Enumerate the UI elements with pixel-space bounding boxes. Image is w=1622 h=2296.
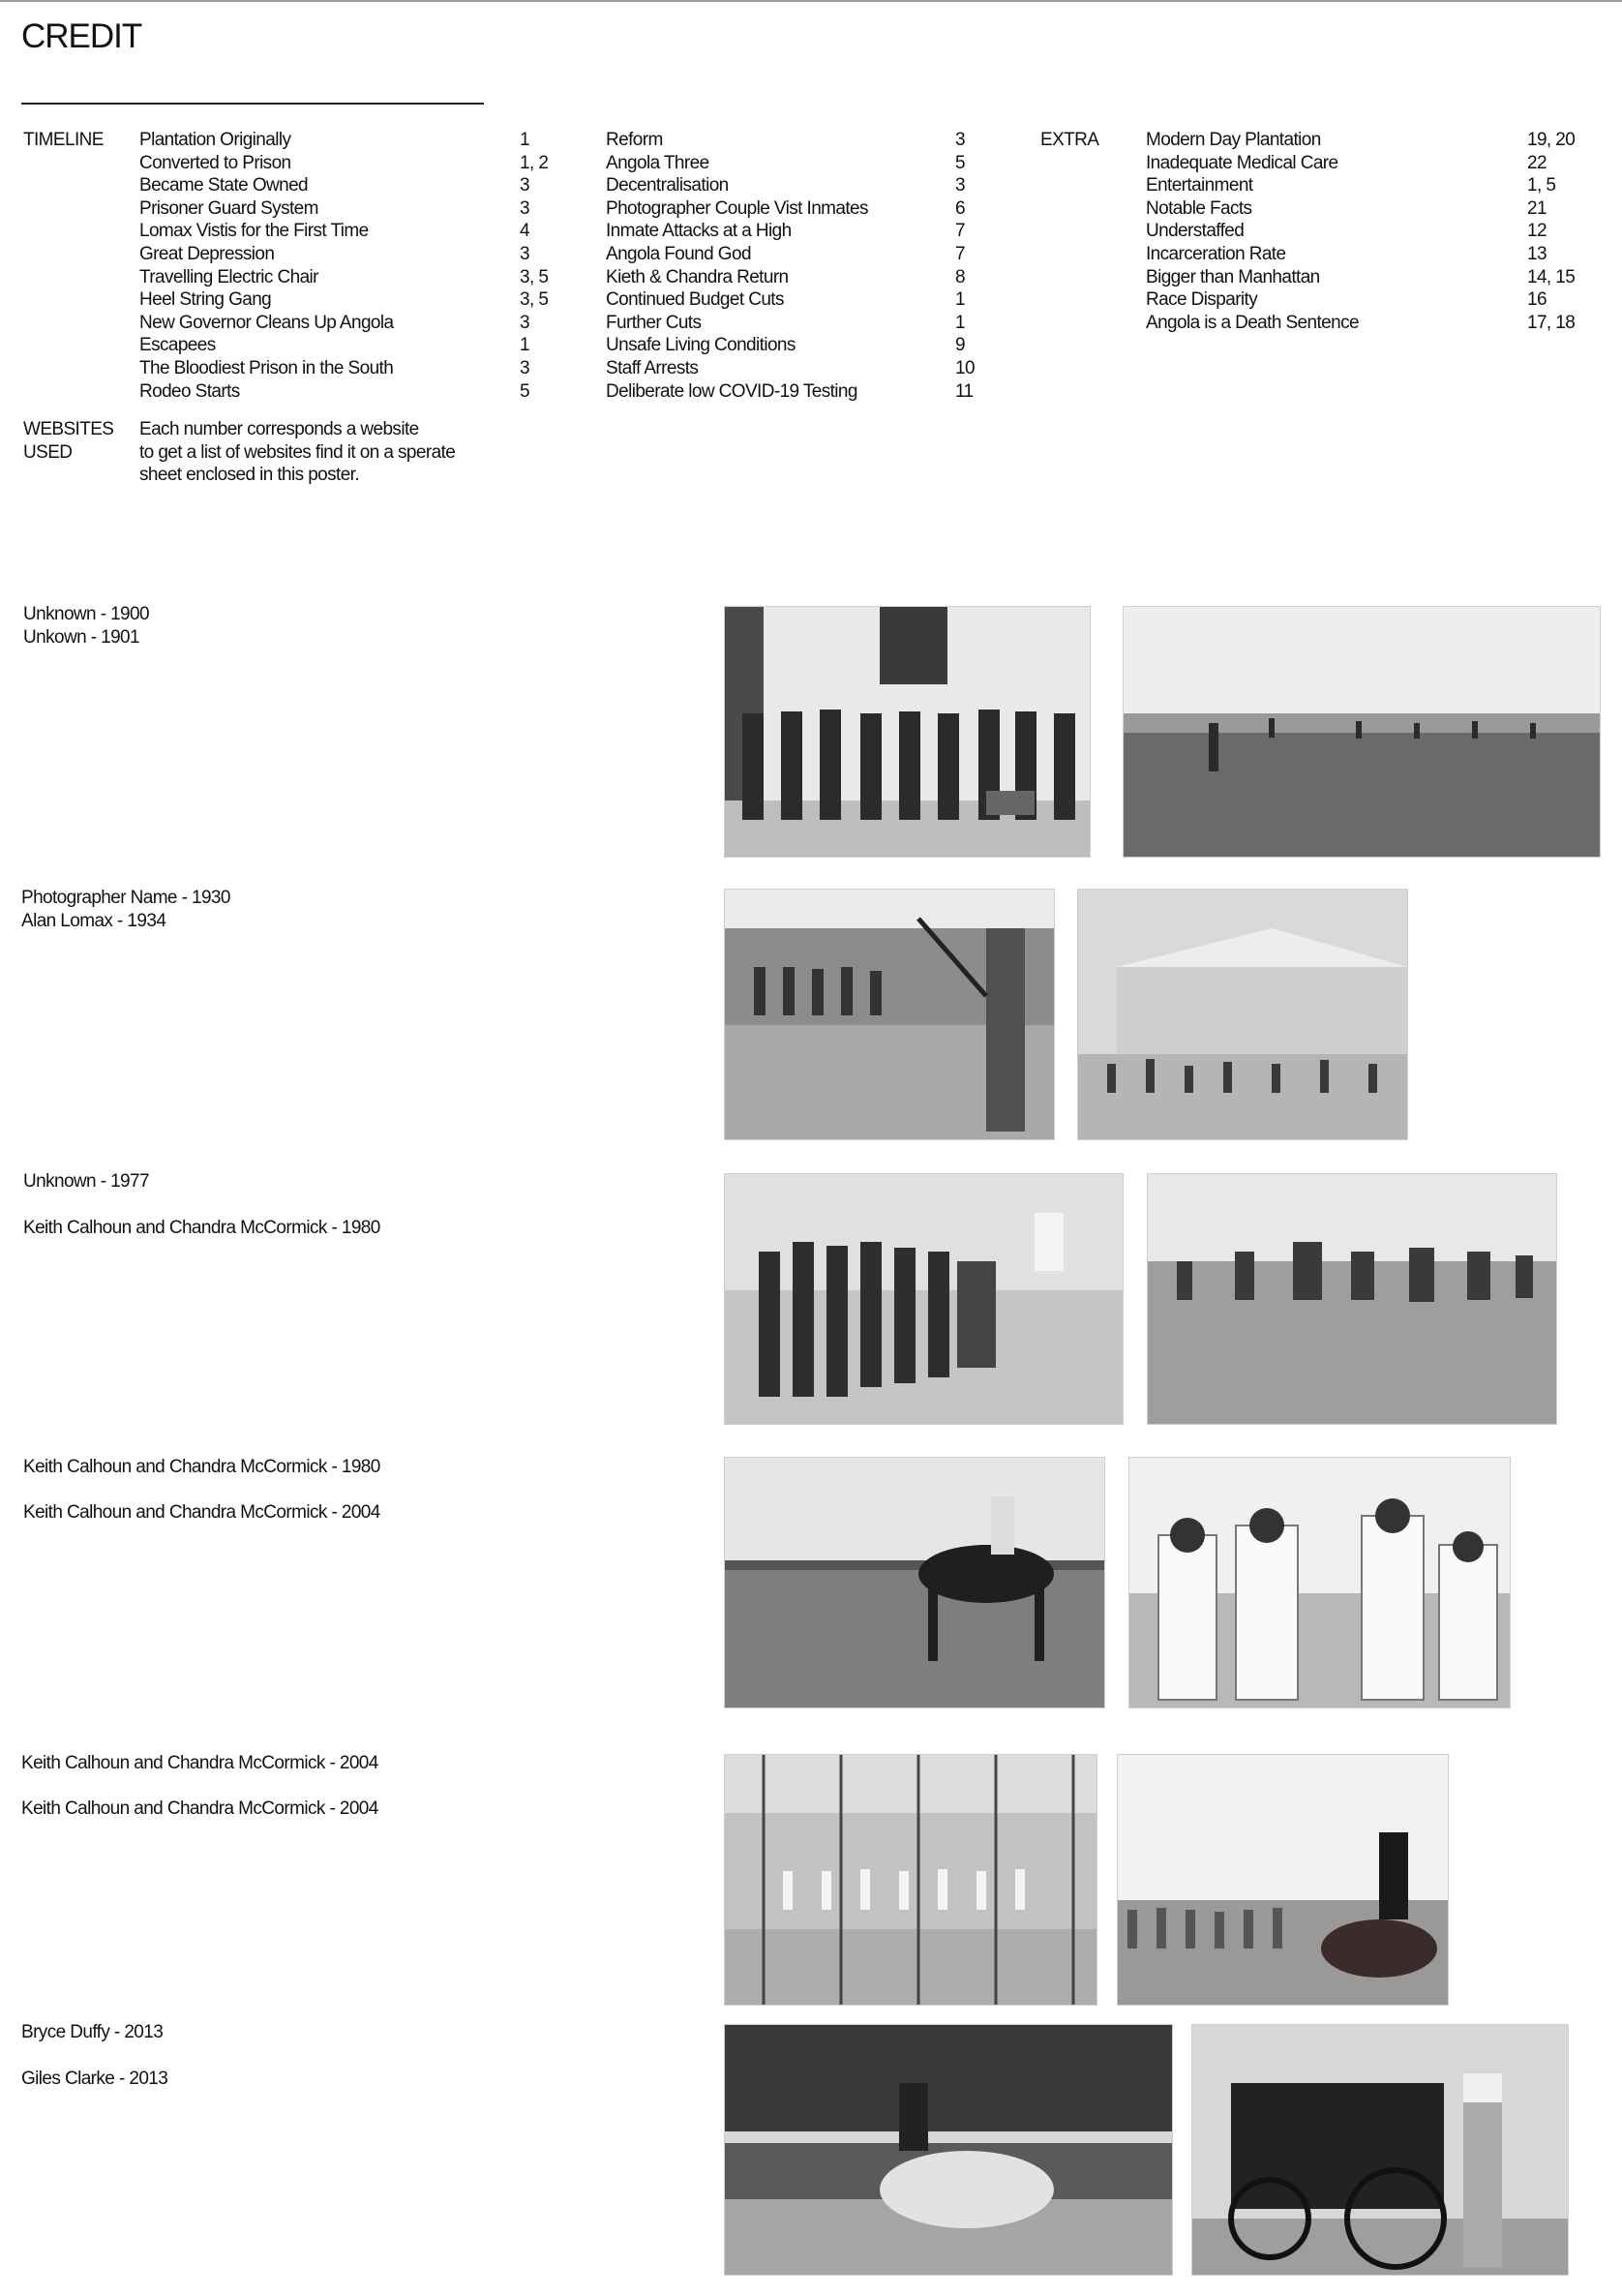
timeline-ref: 1, 2: [520, 152, 549, 173]
extra-item: Race Disparity: [1146, 289, 1258, 311]
extra-item: Understaffed: [1146, 221, 1245, 242]
timeline-ref: 3, 5: [520, 289, 549, 311]
timeline-item: Unsafe Living Conditions: [606, 335, 796, 356]
timeline-ref: 11: [955, 380, 974, 402]
timeline-item: Continued Budget Cuts: [606, 289, 784, 311]
photo-inmates-with-hoes: [1128, 1457, 1511, 1708]
timeline-item: Kieth & Chandra Return: [606, 266, 789, 287]
timeline-item: Converted to Prison: [139, 152, 291, 173]
photo-field-labor-crouching: [1147, 1173, 1557, 1425]
timeline-item: Rodeo Starts: [139, 380, 240, 402]
photo-guard-on-horse: [724, 1457, 1105, 1708]
timeline-item: Deliberate low COVID-19 Testing: [606, 380, 857, 402]
timeline-item: Became State Owned: [139, 175, 309, 196]
timeline-item: Heel String Gang: [139, 289, 272, 311]
extra-item: Notable Facts: [1146, 197, 1252, 219]
timeline-ref: 1: [520, 335, 529, 356]
timeline-item: Escapees: [139, 335, 216, 356]
credit-line: Keith Calhoun and Chandra McCormick - 2004: [23, 1502, 380, 1523]
timeline-col2-items: [606, 129, 868, 403]
timeline-ref: 5: [520, 380, 529, 402]
credit-line: Keith Calhoun and Chandra McCormick - 2004: [21, 1798, 378, 1819]
extra-ref: 22: [1527, 152, 1547, 173]
timeline-item: Travelling Electric Chair: [139, 266, 318, 287]
timeline-ref: 3: [520, 357, 529, 378]
websites-label-line: USED: [23, 441, 73, 463]
timeline-ref: 3, 5: [520, 266, 549, 287]
timeline-ref: 10: [955, 357, 975, 378]
timeline-ref: 3: [520, 197, 529, 219]
timeline-ref: 9: [955, 335, 965, 356]
websites-note-line: to get a list of websites find it on a sperate: [139, 441, 456, 463]
timeline-item: Decentralisation: [606, 175, 729, 196]
timeline-item: Angola Found God: [606, 243, 751, 264]
timeline-ref: 7: [955, 243, 965, 264]
timeline-ref: 3: [520, 175, 529, 196]
timeline-col1-refs: [520, 129, 548, 403]
credit-line: Unknown - 1900: [23, 604, 149, 624]
timeline-item: New Governor Cleans Up Angola: [139, 312, 394, 333]
timeline-label: TIMELINE: [23, 130, 104, 150]
extra-ref: 21: [1527, 197, 1547, 219]
extra-ref: 16: [1527, 289, 1547, 311]
credit-line: Keith Calhoun and Chandra McCormick - 1980: [23, 1218, 380, 1238]
timeline-ref: 3: [520, 243, 529, 264]
extra-refs: [1527, 129, 1575, 334]
photo-horse-drawn-hearse: [1191, 2024, 1569, 2276]
timeline-item: Lomax Vistis for the First Time: [139, 221, 369, 242]
timeline-ref: 3: [520, 312, 529, 333]
photo-rider-over-workers: [1117, 1754, 1449, 2006]
timeline-item: Plantation Originally: [139, 130, 291, 150]
timeline-item: Reform: [606, 130, 663, 150]
extra-ref: 19, 20: [1527, 130, 1576, 150]
credit-line: Unknown - 1977: [23, 1171, 149, 1192]
timeline-col1-items: [139, 129, 393, 403]
timeline-item: Photographer Couple Vist Inmates: [606, 197, 868, 219]
timeline-ref: 7: [955, 221, 965, 242]
timeline-ref: 1: [955, 289, 965, 311]
websites-note: [139, 418, 455, 487]
credit-line: Photographer Name - 1930: [21, 888, 230, 908]
extra-ref: 12: [1527, 221, 1547, 242]
extra-item: Angola is a Death Sentence: [1146, 312, 1359, 333]
credit-line: Bryce Duffy - 2013: [21, 2022, 164, 2042]
extra-item: Modern Day Plantation: [1146, 130, 1321, 150]
extra-ref: 17, 18: [1527, 312, 1576, 333]
extra-items: [1146, 129, 1359, 334]
extra-ref: 1, 5: [1527, 175, 1556, 196]
timeline-item: Further Cuts: [606, 312, 702, 333]
websites-label-line: WEBSITES: [23, 419, 114, 439]
timeline-ref: 4: [520, 221, 529, 242]
extra-label: EXTRA: [1040, 130, 1099, 150]
websites-note-line: sheet enclosed in this poster.: [139, 465, 360, 486]
timeline-ref: 3: [955, 130, 965, 150]
credit-line: Unkown - 1901: [23, 627, 139, 648]
credit-line: Alan Lomax - 1934: [21, 911, 166, 931]
title-underline: [21, 103, 484, 105]
websites-note-line: Each number corresponds a website: [139, 419, 419, 439]
extra-item: Bigger than Manhattan: [1146, 266, 1320, 287]
photo-rodeo-bull: [724, 2024, 1173, 2276]
photo-razor-wire-fence: [724, 1754, 1097, 2006]
timeline-item: The Bloodiest Prison in the South: [139, 357, 394, 378]
timeline-ref: 6: [955, 197, 965, 219]
extra-ref: 13: [1527, 243, 1547, 264]
page-title: CREDIT: [21, 17, 142, 55]
photo-inmates-striped-uniforms: [724, 606, 1091, 858]
credit-line: Keith Calhoun and Chandra McCormick - 2004: [21, 1753, 378, 1773]
timeline-ref: 8: [955, 266, 965, 287]
extra-item: Entertainment: [1146, 175, 1253, 196]
photo-hoe-line-march: [724, 1173, 1124, 1425]
timeline-ref: 1: [520, 130, 529, 150]
top-border: [0, 0, 1622, 2]
timeline-item: Inmate Attacks at a High: [606, 221, 792, 242]
photo-prison-camp-building: [1077, 889, 1408, 1140]
timeline-item: Great Depression: [139, 243, 275, 264]
timeline-ref: 5: [955, 152, 965, 173]
photo-guard-with-rifle-field: [724, 889, 1055, 1140]
timeline-item: Angola Three: [606, 152, 709, 173]
timeline-ref: 1: [955, 312, 965, 333]
websites-label: [23, 418, 113, 464]
timeline-item: Staff Arrests: [606, 357, 699, 378]
photo-cotton-field-workers: [1123, 606, 1601, 858]
extra-ref: 14, 15: [1527, 266, 1576, 287]
extra-item: Inadequate Medical Care: [1146, 152, 1338, 173]
timeline-item: Prisoner Guard System: [139, 197, 318, 219]
timeline-ref: 3: [955, 175, 965, 196]
timeline-col2-refs: [955, 129, 975, 403]
extra-item: Incarceration Rate: [1146, 243, 1286, 264]
credit-line: Keith Calhoun and Chandra McCormick - 1980: [23, 1457, 380, 1477]
credit-line: Giles Clarke - 2013: [21, 2069, 168, 2089]
